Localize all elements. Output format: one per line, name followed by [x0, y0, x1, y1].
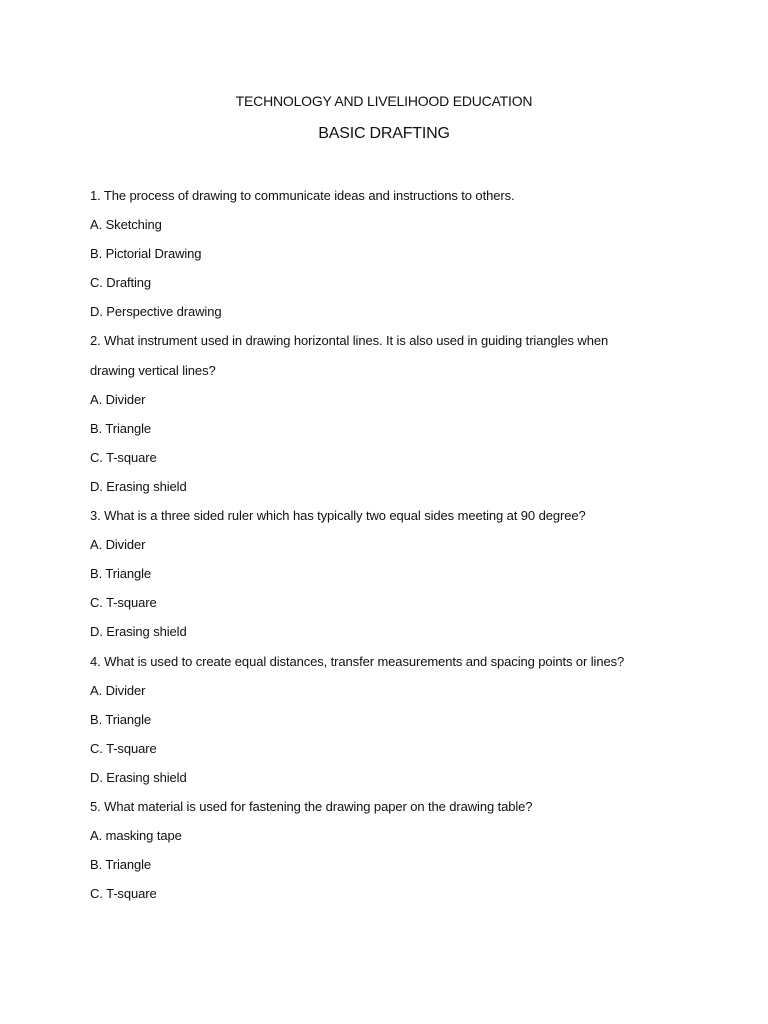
q4-option-b: B. Triangle	[90, 711, 152, 727]
q3-option-d: D. Erasing shield	[90, 624, 187, 640]
question-3: 3. What is a three sided ruler which has typically two equal sides meeting at 90 degree?	[90, 508, 586, 524]
question-2-continued: drawing vertical lines?	[90, 362, 216, 378]
q1-option-c: C. Drafting	[90, 275, 152, 291]
q2-option-a: A. Divider	[90, 391, 146, 407]
q5-option-c: C. T-square	[90, 886, 157, 902]
q1-option-a: A. Sketching	[90, 217, 162, 233]
q2-option-b: B. Triangle	[90, 420, 152, 436]
q4-option-a: A. Divider	[90, 682, 146, 698]
question-5: 5. What material is used for fastening the drawing paper on the drawing table?	[90, 798, 533, 814]
document-subtitle: BASIC DRAFTING	[318, 125, 450, 142]
question-2: 2. What instrument used in drawing horizontal lines. It is also used in guiding triangles when	[90, 333, 609, 349]
q5-option-b: B. Triangle	[90, 857, 152, 873]
q4-option-c: C. T-square	[90, 740, 157, 756]
q2-option-c: C. T-square	[90, 449, 157, 465]
q1-option-b: B. Pictorial Drawing	[90, 246, 202, 262]
question-4: 4. What is used to create equal distances, transfer measurements and spacing points or lines?	[90, 653, 625, 669]
question-1: 1. The process of drawing to communicate ideas and instructions to others.	[90, 188, 515, 203]
document-title: TECHNOLOGY AND LIVELIHOOD EDUCATION	[235, 93, 533, 109]
q4-option-d: D. Erasing shield	[90, 769, 187, 785]
q1-option-d: D. Perspective drawing	[90, 304, 222, 320]
q3-option-c: C. T-square	[90, 595, 157, 611]
q5-option-a: A. masking tape	[90, 828, 182, 844]
quiz-content	[90, 186, 650, 913]
q2-option-d: D. Erasing shield	[90, 478, 187, 494]
q3-option-b: B. Triangle	[90, 566, 152, 582]
q3-option-a: A. Divider	[90, 537, 146, 553]
